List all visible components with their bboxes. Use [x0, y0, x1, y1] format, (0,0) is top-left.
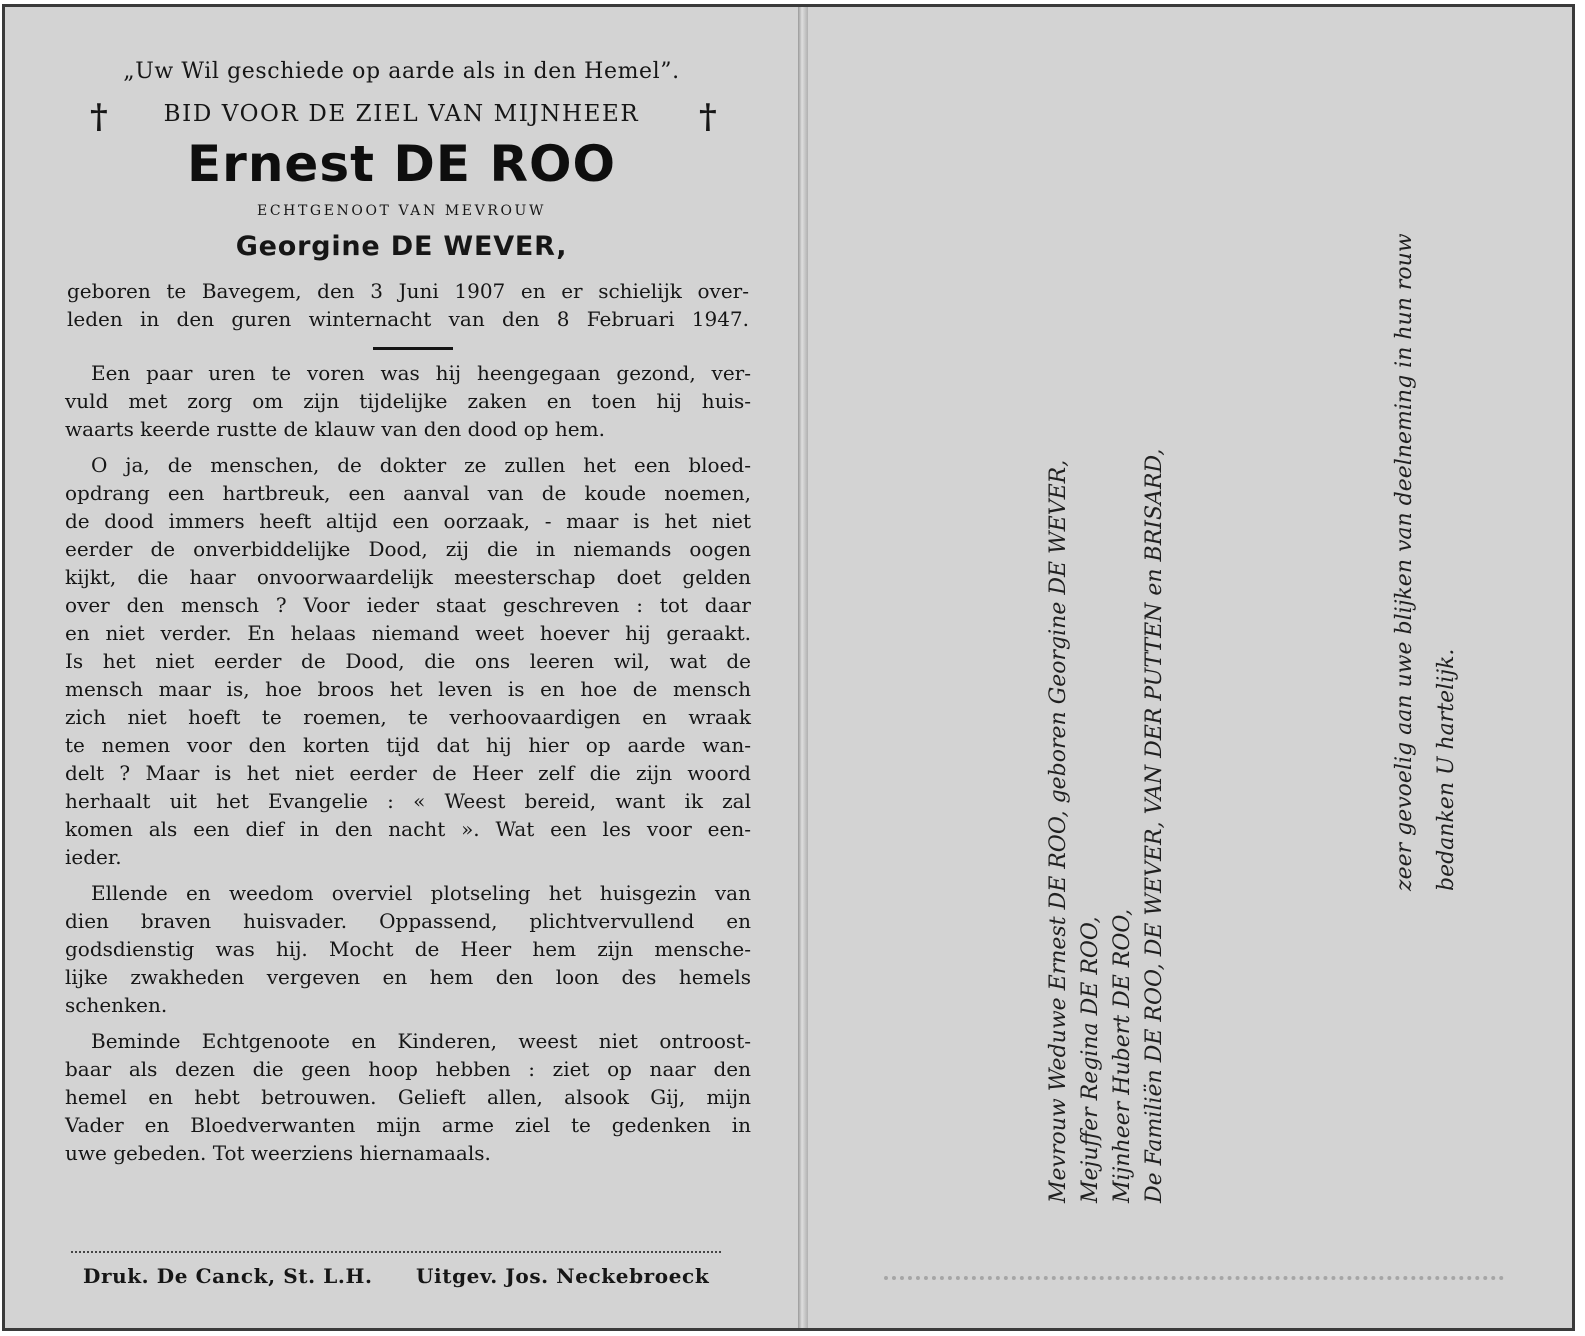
text-line: baar als dezen die geen hoop hebben : ziet op naar den	[65, 1057, 751, 1081]
left-page	[5, 7, 798, 1328]
thanks-line: zeer gevoelig aan uwe blijken van deelneming in hun rouw	[1392, 233, 1417, 891]
printer-credit: Druk. De Canck, St. L.H.	[83, 1264, 373, 1288]
card-fold	[798, 7, 808, 1328]
family-line: De Familiën DE ROO, DE WEVER, VAN DER PUTTEN en BRISARD,	[1142, 448, 1167, 1203]
thanks-line: bedanken U hartelijk.	[1434, 648, 1459, 891]
text-line: hemel en hebt betrouwen. Gelieft allen, alsook Gij, mijn	[65, 1085, 751, 1109]
prayer-heading: BID VOOR DE ZIEL VAN MIJNHEER	[163, 101, 640, 127]
text-line: lijke zwakheden vergeven en hem den loon des hemels	[65, 965, 751, 989]
text-line: de dood immers heeft altijd een oorzaak, - maar is het niet	[65, 509, 751, 533]
eulogy-text	[65, 359, 751, 1175]
text-line: Is het niet eerder de Dood, die ons leeren wil, wat de	[65, 649, 751, 673]
text-line: komen als een dief in den nacht ». Wat een les voor een-	[65, 817, 751, 841]
memorial-card	[2, 4, 1575, 1331]
text-line: waarts keerde rustte de klauw van den dood op hem.	[65, 417, 605, 441]
left-cross-icon: †	[90, 97, 108, 137]
text-line: leden in den guren winternacht van den 8 Februari 1947.	[67, 307, 749, 331]
text-line: opdrang een hartbreuk, een aanval van de koude noemen,	[65, 481, 751, 505]
family-line: Mijnheer Hubert DE ROO,	[1110, 908, 1135, 1203]
text-line: O ja, de menschen, de dokter ze zullen het een bloed-	[91, 453, 751, 477]
spouse-name: Georgine DE WEVER,	[235, 231, 568, 262]
deceased-name: Ernest DE ROO	[187, 135, 616, 193]
divider-rule	[373, 347, 453, 350]
paragraph	[65, 879, 751, 1019]
paragraph	[65, 359, 751, 443]
paragraph	[65, 1027, 751, 1167]
text-line: te nemen voor den korten tijd dat hij hier op aarde wan-	[65, 733, 751, 757]
text-line: over den mensch ? Voor ieder staat geschreven : tot daar	[65, 593, 751, 617]
text-line: Beminde Echtgenoote en Kinderen, weest niet ontroost-	[91, 1029, 751, 1053]
text-line: godsdienstig was hij. Mocht de Heer hem zijn menschе-	[65, 937, 751, 961]
text-line: dien braven huisvader. Oppassend, plichtvervullend en	[65, 909, 751, 933]
text-line: geboren te Bavegem, den 3 Juni 1907 en er schielijk over-	[67, 279, 749, 303]
text-line: kijkt, die haar onvoorwaardelijk meesterschap doet gelden	[65, 565, 751, 589]
text-line: zich niet hoeft te roemen, te verhoovaardigen en wraak	[65, 705, 751, 729]
text-line: vuld met zorg om zijn tijdelijke zaken en toen hij huis-	[65, 389, 751, 413]
family-line: Mevrouw Weduwe Ernest DE ROO, geboren Georgine DE WEVER,	[1046, 459, 1071, 1203]
publisher-credit: Uitgev. Jos. Neckebroeck	[416, 1264, 710, 1288]
text-line: eerder de onverbiddelijke Dood, zij die in niemands oogen	[65, 537, 751, 561]
quote: „Uw Wil geschiede op aarde als in den Hemel”.	[123, 59, 680, 84]
family-line: Mejuffer Regina DE ROO,	[1078, 916, 1103, 1203]
birth-death-text	[67, 277, 749, 333]
text-line: ieder.	[65, 845, 122, 869]
paragraph	[65, 451, 751, 871]
spouse-caption: ECHTGENOOT VAN MEVROUW	[257, 203, 546, 219]
right-page	[808, 7, 1572, 1328]
faded-print-marks	[884, 1276, 1504, 1290]
text-line: herhaalt uit het Evangelie : « Weest bereid, want ik zal	[65, 789, 751, 813]
text-line: delt ? Maar is het niet eerder de Heer zelf die zijn woord	[65, 761, 751, 785]
text-line: uwe gebeden. Tot weerziens hiernamaals.	[65, 1141, 491, 1165]
text-line: Ellende en weedom overviel plotseling het huisgezin van	[91, 881, 751, 905]
right-cross-icon: †	[699, 97, 717, 137]
text-line: Een paar uren te voren was hij heengegaan gezond, ver-	[91, 361, 751, 385]
text-line: en niet verder. En helaas niemand weet hoever hij geraakt.	[65, 621, 751, 645]
footer-divider	[71, 1251, 721, 1253]
text-line: Vader en Bloedverwanten mijn arme ziel te gedenken in	[65, 1113, 751, 1137]
text-line: schenken.	[65, 993, 168, 1017]
text-line: mensch maar is, hoe broos het leven is en hoe de mensch	[65, 677, 751, 701]
